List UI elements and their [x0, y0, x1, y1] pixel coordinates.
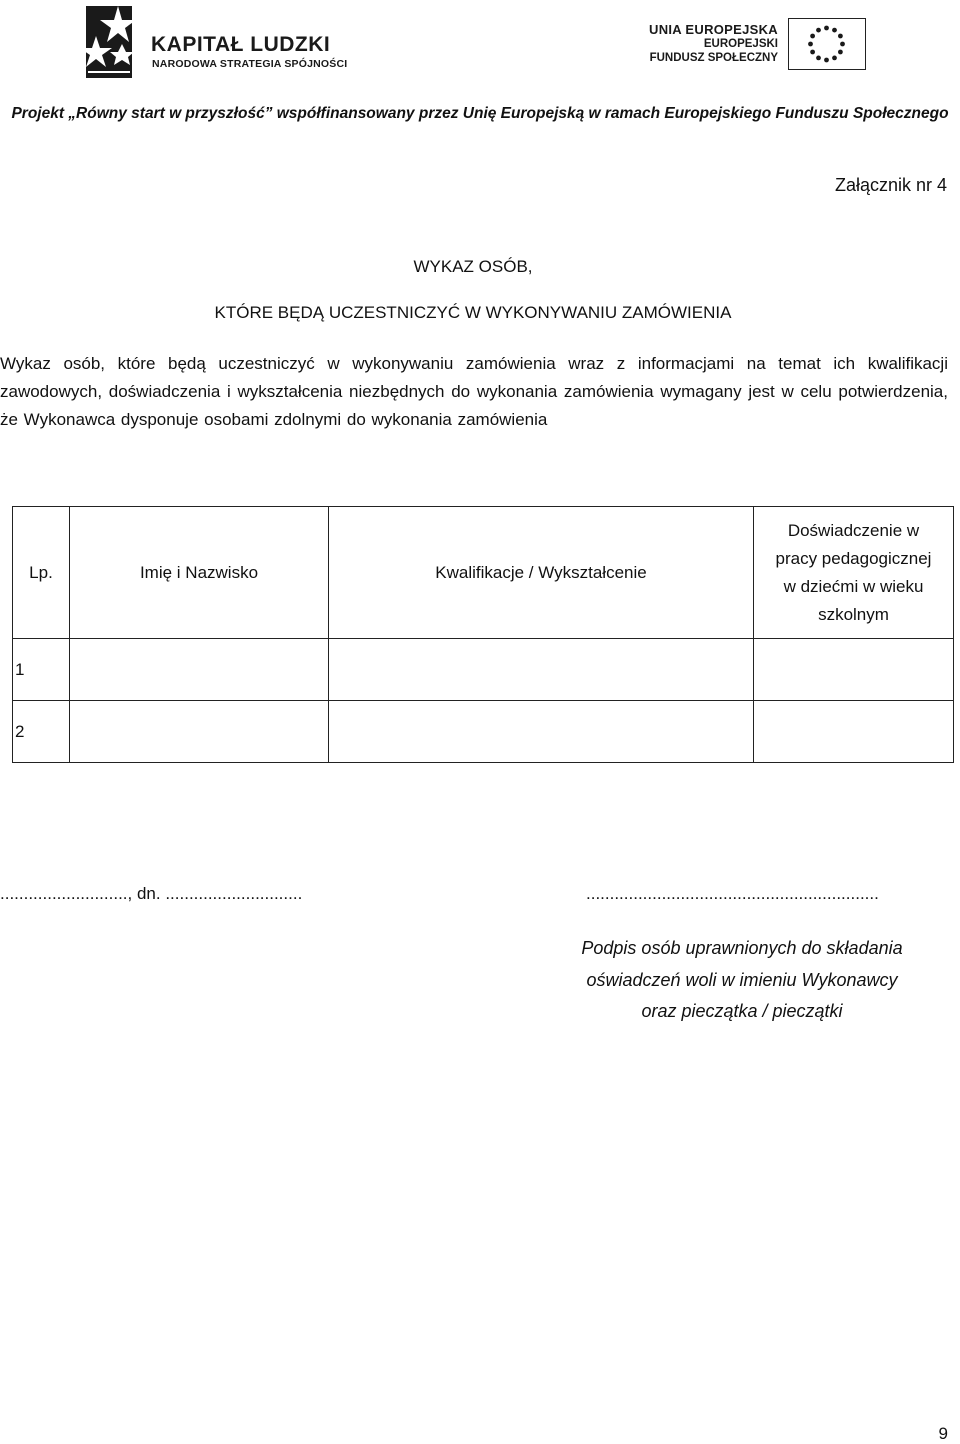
table-row [13, 701, 954, 763]
signature-line: .............................................................. [586, 884, 879, 903]
header-experience-line1: Doświadczenie w [787, 520, 920, 540]
row-lp: 1 [13, 639, 70, 701]
persons-table [12, 506, 954, 763]
page-number: 9 [938, 1424, 948, 1443]
row-qualifications-cell[interactable] [329, 701, 754, 763]
signature-caption-line1: Podpis osób uprawnionych do składania [581, 938, 903, 958]
intro-paragraph: Wykaz osób, które będą uczestniczyć w wykonywaniu zamówienia wraz z informacjami na temat ich kwalifikacji zawodowych, doświadczenia i wykształcenia niezbędnych do wykonania zamówienia wymagany jest w celu potwierdzenia, że Wykonawca dysponuje osobami zdolnymi do wykonania zamówienia [0, 354, 948, 429]
kapital-ludzki-logo-subtitle: NARODOWA STRATEGIA SPÓJNOŚCI [152, 58, 348, 70]
row-experience-cell[interactable] [754, 639, 954, 701]
header-experience-line3: w dziećmi w wieku [783, 576, 924, 596]
project-info-line: Projekt „Równy start w przyszłość” współfinansowany przez Unię Europejską w ramach Europejskiego Funduszu Społecznego [11, 105, 949, 122]
eu-logo [646, 18, 868, 72]
signature-caption-line3: oraz pieczątka / pieczątki [641, 1001, 843, 1021]
header-name: Imię i Nazwisko [70, 507, 329, 639]
annex-label: Załącznik nr 4 [834, 175, 947, 195]
eu-flag-icon [788, 18, 866, 70]
eu-logo-line3: FUNDUSZ SPOŁECZNY [649, 52, 778, 64]
eu-logo-line1: UNIA EUROPEJSKA [649, 22, 778, 37]
row-name-cell[interactable] [70, 639, 329, 701]
row-name-cell[interactable] [70, 701, 329, 763]
header-experience-line4: szkolnym [818, 604, 889, 624]
row-qualifications-cell[interactable] [329, 639, 754, 701]
signature-caption [540, 933, 944, 1028]
kapital-ludzki-logo [86, 6, 356, 78]
row-experience-cell[interactable] [754, 701, 954, 763]
table-row [13, 639, 954, 701]
kapital-ludzki-star-logo-icon [86, 6, 148, 78]
header-experience-line2: pracy pedagogicznej [775, 548, 932, 568]
header-qualifications: Kwalifikacje / Wykształcenie [329, 507, 754, 639]
row-lp: 2 [13, 701, 70, 763]
place-date-field: ..........................., dn. ............................. [0, 884, 303, 903]
eu-logo-line2: EUROPEJSKI [703, 38, 778, 50]
kapital-ludzki-logo-name: KAPITAŁ LUDZKI [151, 33, 331, 56]
signature-caption-line2: oświadczeń woli w imieniu Wykonawcy [586, 969, 898, 990]
header-experience [754, 507, 954, 639]
table-header-row [13, 507, 954, 639]
document-title-line1: WYKAZ OSÓB, [413, 257, 533, 276]
header-lp: Lp. [13, 507, 70, 639]
document-title-line2: KTÓRE BĘDĄ UCZESTNICZYĆ W WYKONYWANIU ZAMÓWIENIA [214, 303, 732, 322]
